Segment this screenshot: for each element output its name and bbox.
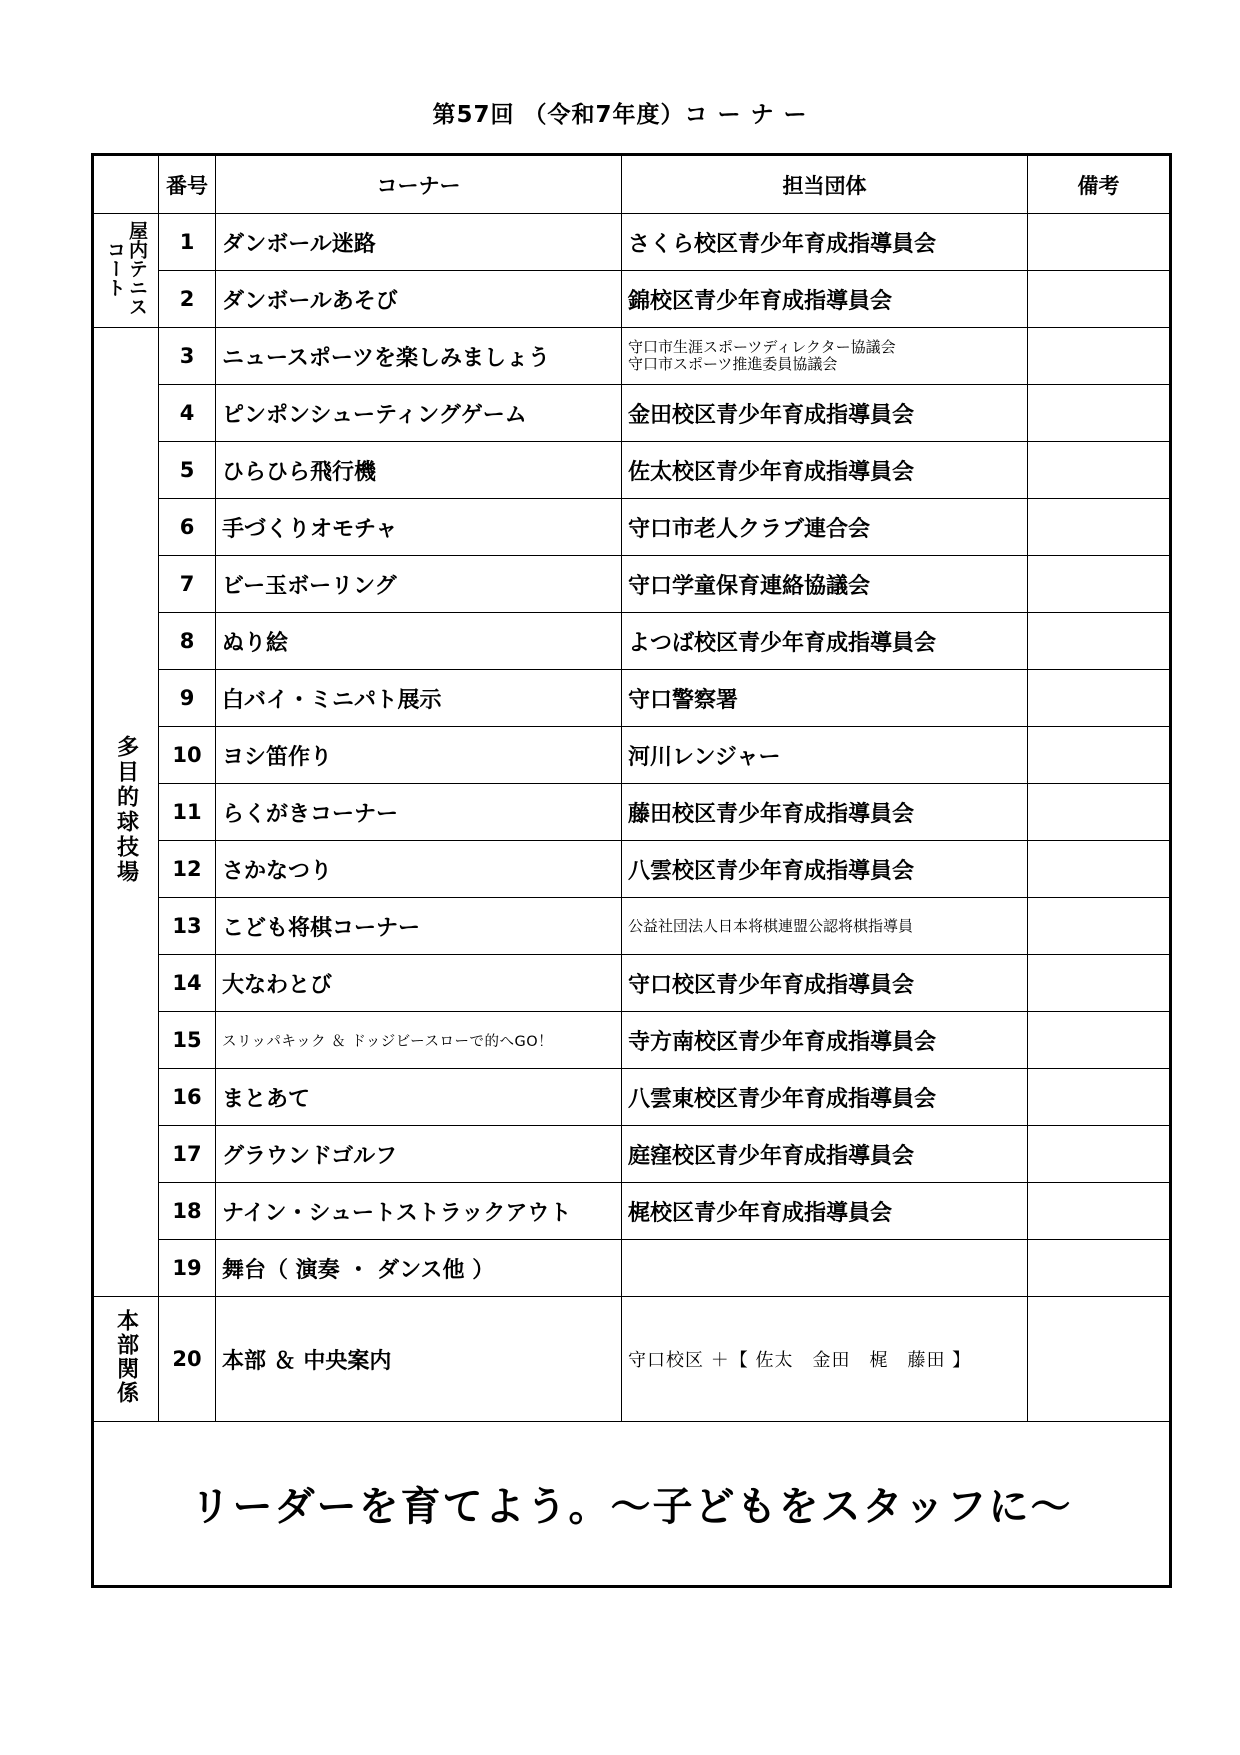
- organization-name: さくら校区青少年育成指導員会: [622, 214, 1028, 271]
- slogan-cell: [93, 1422, 1171, 1587]
- organization-name: 金田校区青少年育成指導員会: [622, 385, 1028, 442]
- slogan-row: [93, 1422, 1171, 1587]
- table-row: [93, 613, 1171, 670]
- corner-name: ニュースポーツを楽しみましょう: [216, 328, 622, 385]
- remarks-cell: [1028, 613, 1171, 670]
- organization-name: 守口校区青少年育成指導員会: [622, 955, 1028, 1012]
- remarks-cell: [1028, 499, 1171, 556]
- organization-name: 守口校区 ＋【 佐太 金田 梶 藤田 】: [622, 1297, 1028, 1422]
- corner-name: 手づくりオモチャ: [216, 499, 622, 556]
- table-row: [93, 670, 1171, 727]
- organization-name: 錦校区青少年育成指導員会: [622, 271, 1028, 328]
- remarks-cell: [1028, 841, 1171, 898]
- row-number: 9: [159, 670, 216, 727]
- row-number: 1: [159, 214, 216, 271]
- corner-name: らくがきコーナー: [216, 784, 622, 841]
- corner-name: 白バイ・ミニパト展示: [216, 670, 622, 727]
- table-row: [93, 499, 1171, 556]
- page-title: 第57回 （令和7年度）コ ー ナ ー: [432, 102, 808, 128]
- table-row: [93, 898, 1171, 955]
- remarks-cell: [1028, 1183, 1171, 1240]
- corner-name: こども将棋コーナー: [216, 898, 622, 955]
- area-label: 本部関係: [113, 1309, 139, 1405]
- table-row: [93, 727, 1171, 784]
- organization-name: 佐太校区青少年育成指導員会: [622, 442, 1028, 499]
- row-number: 3: [159, 328, 216, 385]
- organization-name: 守口市老人クラブ連合会: [622, 499, 1028, 556]
- organization-name: [622, 1240, 1028, 1297]
- table-row: [93, 1297, 1171, 1422]
- organization-name: 守口学童保育連絡協議会: [622, 556, 1028, 613]
- corner-name: ナイン・シュートストラックアウト: [216, 1183, 622, 1240]
- remarks-cell: [1028, 556, 1171, 613]
- organization-line: 守口市生涯スポーツディレクター協議会: [628, 338, 896, 356]
- remarks-cell: [1028, 328, 1171, 385]
- table-header-row: [93, 155, 1171, 214]
- table-row: [93, 1183, 1171, 1240]
- row-number: 13: [159, 898, 216, 955]
- table-row: [93, 784, 1171, 841]
- remarks-cell: [1028, 271, 1171, 328]
- remarks-cell: [1028, 784, 1171, 841]
- row-number: 12: [159, 841, 216, 898]
- row-number: 14: [159, 955, 216, 1012]
- remarks-cell: [1028, 1297, 1171, 1422]
- table-row: [93, 1012, 1171, 1069]
- row-number: 6: [159, 499, 216, 556]
- remarks-cell: [1028, 442, 1171, 499]
- header-remarks: 備考: [1028, 155, 1171, 214]
- organization-name: 河川レンジャー: [622, 727, 1028, 784]
- area-label: 多目的球技場: [113, 735, 139, 885]
- row-number: 2: [159, 271, 216, 328]
- table-row: [93, 442, 1171, 499]
- row-number: 16: [159, 1069, 216, 1126]
- organization-name: 梶校区青少年育成指導員会: [622, 1183, 1028, 1240]
- row-number: 17: [159, 1126, 216, 1183]
- corner-table: [91, 153, 1172, 1588]
- organization-name: 守口警察署: [622, 670, 1028, 727]
- remarks-cell: [1028, 1069, 1171, 1126]
- organization-name: 庭窪校区青少年育成指導員会: [622, 1126, 1028, 1183]
- row-number: 5: [159, 442, 216, 499]
- area-label: 屋内テニスコート: [104, 221, 148, 316]
- table-row: [93, 214, 1171, 271]
- table-row: [93, 955, 1171, 1012]
- remarks-cell: [1028, 955, 1171, 1012]
- table-row: [93, 841, 1171, 898]
- corner-name: ビー玉ボーリング: [216, 556, 622, 613]
- row-number: 18: [159, 1183, 216, 1240]
- corner-name: まとあて: [216, 1069, 622, 1126]
- header-corner: コーナー: [216, 155, 622, 214]
- corner-name: 大なわとび: [216, 955, 622, 1012]
- remarks-cell: [1028, 214, 1171, 271]
- corner-name: 本部 ＆ 中央案内: [216, 1297, 622, 1422]
- remarks-cell: [1028, 1012, 1171, 1069]
- remarks-cell: [1028, 727, 1171, 784]
- organization-line: 守口市スポーツ推進委員協議会: [628, 355, 838, 373]
- row-number: 4: [159, 385, 216, 442]
- table-row: [93, 556, 1171, 613]
- corner-name: ダンボールあそび: [216, 271, 622, 328]
- table-row: [93, 1126, 1171, 1183]
- corner-name: グラウンドゴルフ: [216, 1126, 622, 1183]
- area-multipurpose-field: [93, 328, 159, 1297]
- organization-name: 公益社団法人日本将棋連盟公認将棋指導員: [622, 898, 1028, 955]
- row-number: 10: [159, 727, 216, 784]
- row-number: 19: [159, 1240, 216, 1297]
- corner-name: ピンポンシューティングゲーム: [216, 385, 622, 442]
- row-number: 20: [159, 1297, 216, 1422]
- organization-name: [622, 328, 1028, 385]
- organization-name: 寺方南校区青少年育成指導員会: [622, 1012, 1028, 1069]
- corner-name: ダンボール迷路: [216, 214, 622, 271]
- corner-name: さかなつり: [216, 841, 622, 898]
- organization-name: 八雲校区青少年育成指導員会: [622, 841, 1028, 898]
- area-indoor-tennis: [93, 214, 159, 328]
- row-number: 7: [159, 556, 216, 613]
- row-number: 15: [159, 1012, 216, 1069]
- remarks-cell: [1028, 1126, 1171, 1183]
- header-area: [93, 155, 159, 214]
- row-number: 11: [159, 784, 216, 841]
- corner-name: スリッパキック ＆ ドッジビースローで的へGO！: [216, 1012, 622, 1069]
- corner-name: ひらひら飛行機: [216, 442, 622, 499]
- table-row: [93, 385, 1171, 442]
- table-row: [93, 271, 1171, 328]
- remarks-cell: [1028, 1240, 1171, 1297]
- organization-name: 藤田校区青少年育成指導員会: [622, 784, 1028, 841]
- table-row: [93, 1240, 1171, 1297]
- remarks-cell: [1028, 385, 1171, 442]
- header-number: 番号: [159, 155, 216, 214]
- table-row: [93, 1069, 1171, 1126]
- area-headquarters: [93, 1297, 159, 1422]
- organization-name: よつば校区青少年育成指導員会: [622, 613, 1028, 670]
- header-organization: 担当団体: [622, 155, 1028, 214]
- row-number: 8: [159, 613, 216, 670]
- slogan: リーダーを育てよう。～子どもをスタッフに～: [190, 1484, 1073, 1530]
- corner-name: 舞台（ 演奏 ・ ダンス他 ）: [216, 1240, 622, 1297]
- organization-name: 八雲東校区青少年育成指導員会: [622, 1069, 1028, 1126]
- corner-name: ヨシ笛作り: [216, 727, 622, 784]
- remarks-cell: [1028, 898, 1171, 955]
- table-row: [93, 328, 1171, 385]
- remarks-cell: [1028, 670, 1171, 727]
- corner-name: ぬり絵: [216, 613, 622, 670]
